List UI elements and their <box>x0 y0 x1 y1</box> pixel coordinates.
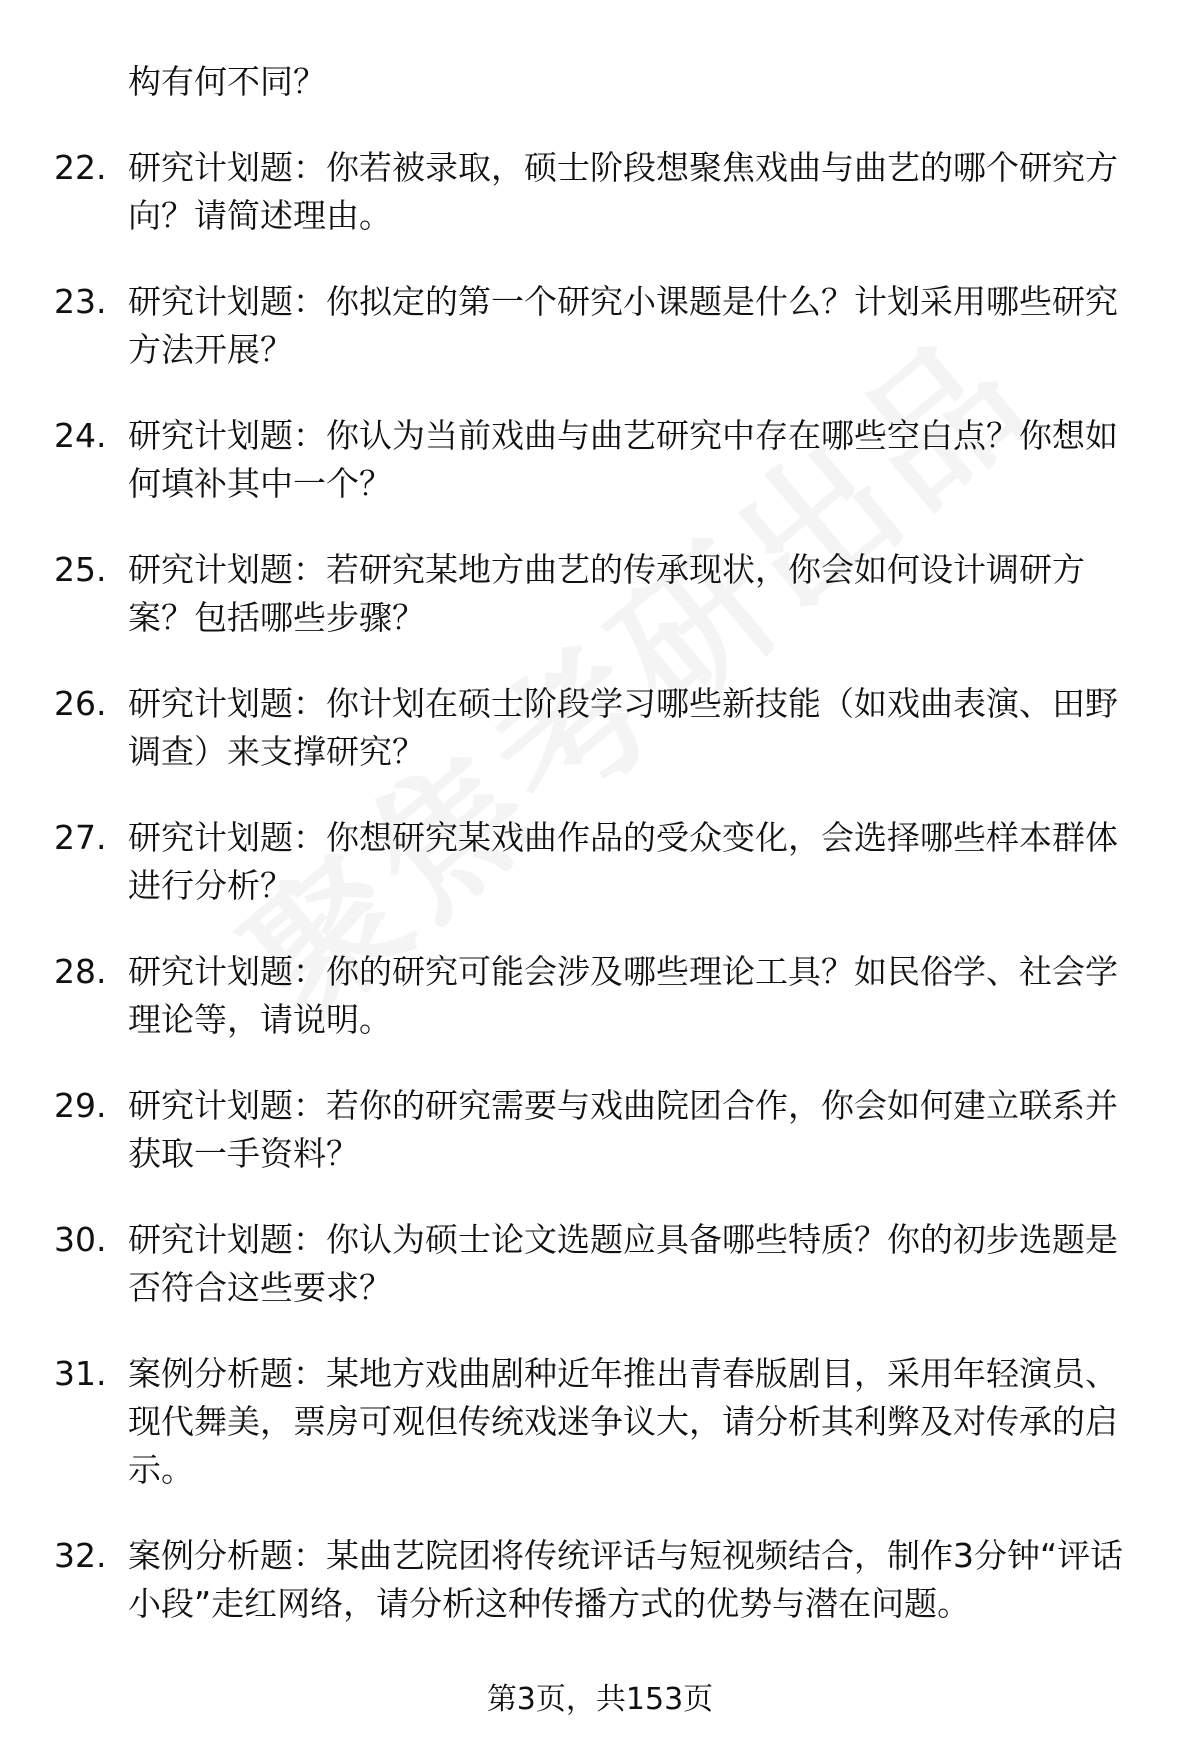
question-number: 30. <box>54 1220 107 1259</box>
question-item <box>54 814 1144 910</box>
question-item <box>54 1082 1144 1178</box>
question-item <box>54 948 1144 1044</box>
question-number: 22. <box>54 148 107 187</box>
question-number: 26. <box>54 684 107 723</box>
question-item <box>54 144 1144 240</box>
question-text: 研究计划题：若研究某地方曲艺的传承现状，你会如何设计调研方案？包括哪些步骤？ <box>128 550 1085 637</box>
question-text: 研究计划题：你的研究可能会涉及哪些理论工具？如民俗学、社会学理论等，请说明。 <box>128 952 1118 1039</box>
question-text: 研究计划题：你计划在硕士阶段学习哪些新技能（如戏曲表演、田野调查）来支撑研究？ <box>128 684 1118 771</box>
question-text: 案例分析题：某地方戏曲剧种近年推出青春版剧目，采用年轻演员、现代舞美，票房可观但传统戏迷争议大，请分析其利弊及对传承的启示。 <box>128 1354 1118 1489</box>
question-number: 29. <box>54 1086 107 1125</box>
question-number: 25. <box>54 550 107 589</box>
question-item <box>54 278 1144 374</box>
question-item <box>54 680 1144 776</box>
question-text: 研究计划题：你认为当前戏曲与曲艺研究中存在哪些空白点？你想如何填补其中一个？ <box>128 416 1118 503</box>
question-item <box>54 1532 1144 1628</box>
question-number: 32. <box>54 1536 107 1575</box>
question-number: 28. <box>54 952 107 991</box>
page-number: 第3页，共153页 <box>486 1682 714 1717</box>
question-number: 23. <box>54 282 107 321</box>
question-number: 24. <box>54 416 107 455</box>
question-text: 研究计划题：你若被录取，硕士阶段想聚焦戏曲与曲艺的哪个研究方向？请简述理由。 <box>128 148 1118 235</box>
question-text: 研究计划题：若你的研究需要与戏曲院团合作，你会如何建立联系并获取一手资料？ <box>128 1086 1118 1173</box>
question-item <box>54 546 1144 642</box>
question-text: 研究计划题：你认为硕士论文选题应具备哪些特质？你的初步选题是否符合这些要求？ <box>128 1220 1118 1307</box>
question-number: 27. <box>54 818 107 857</box>
question-item <box>54 412 1144 508</box>
question-text: 研究计划题：你想研究某戏曲作品的受众变化，会选择哪些样本群体进行分析？ <box>128 818 1118 905</box>
question-list <box>54 58 1144 1666</box>
continuation-text: 构有何不同？ <box>128 62 326 101</box>
question-text: 案例分析题：某曲艺院团将传统评话与短视频结合，制作3分钟“评话小段”走红网络，请分析这种传播方式的优势与潜在问题。 <box>128 1536 1124 1623</box>
question-item <box>54 1350 1144 1494</box>
question-item <box>54 1216 1144 1312</box>
question-number: 31. <box>54 1354 107 1393</box>
question-text: 研究计划题：你拟定的第一个研究小课题是什么？计划采用哪些研究方法开展？ <box>128 282 1118 369</box>
